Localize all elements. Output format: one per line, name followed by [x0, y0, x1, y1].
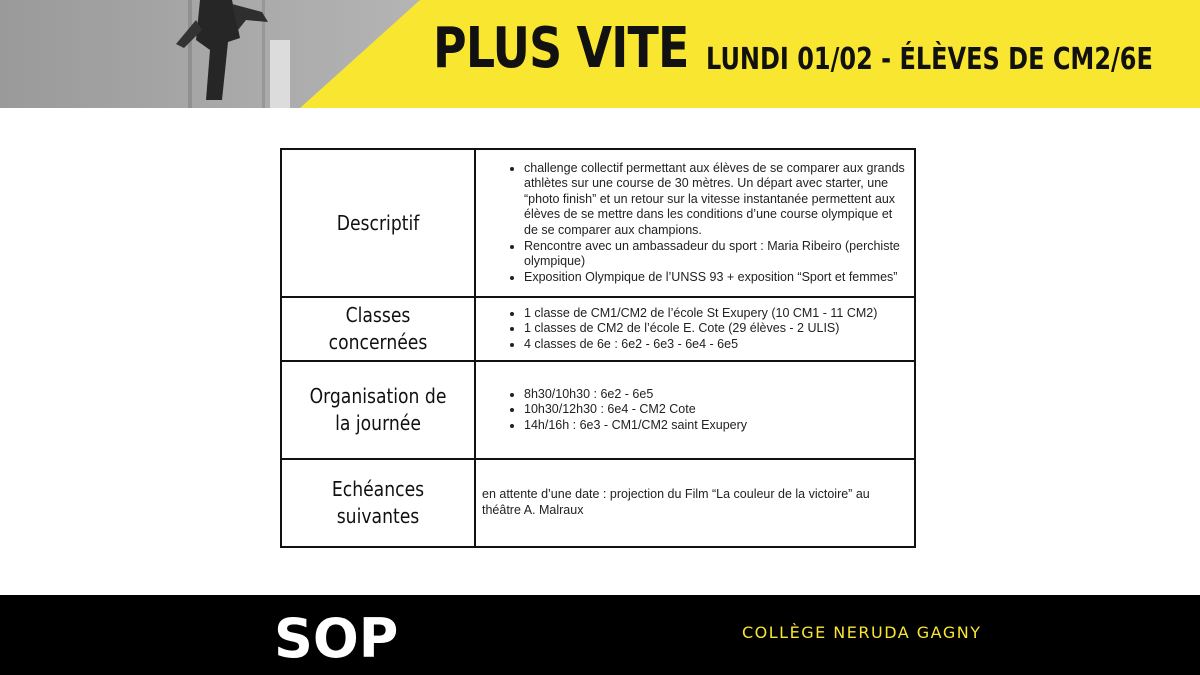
- list-item: • challenge collectif permettant aux élèves de se comparer aux grands athlètes sur une course de 30 mètres. Un départ avec starter, une “photo finish” et un retour sur la vitesse instantanée permettent aux élèves de se mettre dans les conditions d’une course olympique et de se comparer aux champions.: [524, 161, 906, 239]
- row-content-echeances: [475, 459, 915, 547]
- echeances-text: en attente d’une date : projection du Film “La couleur de la victoire” au théâtre A. Malraux: [482, 487, 870, 517]
- row-content-descriptif: [475, 149, 915, 297]
- runner-photo-figure: [0, 0, 430, 108]
- table-row: [281, 459, 915, 547]
- row-content-organisation: [475, 361, 915, 459]
- row-label-classes: Classes concernées: [281, 297, 475, 361]
- list-item: • Rencontre avec un ambassadeur du sport : Maria Ribeiro (perchiste olympique): [524, 239, 906, 270]
- list-item: • 8h30/10h30 : 6e2 - 6e5: [524, 387, 906, 403]
- list-item: • 1 classe de CM1/CM2 de l’école St Exupery (10 CM1 - 11 CM2): [524, 306, 906, 322]
- list-item: • 4 classes de 6e : 6e2 - 6e3 - 6e4 - 6e5: [524, 337, 906, 353]
- info-table: [280, 148, 916, 548]
- header-banner: [0, 0, 1200, 108]
- row-content-classes: [475, 297, 915, 361]
- list-item: • 10h30/12h30 : 6e4 - CM2 Cote: [524, 402, 906, 418]
- row-label-organisation: Organisation de la journée: [281, 361, 475, 459]
- table-row: [281, 149, 915, 297]
- footer-banner: [0, 595, 1200, 675]
- list-item: • 14h/16h : 6e3 - CM1/CM2 saint Exupery: [524, 418, 906, 434]
- list-item: • Exposition Olympique de l’UNSS 93 + exposition “Sport et femmes”: [524, 270, 906, 286]
- page-title: PLUS VITE: [433, 16, 689, 81]
- table-row: [281, 297, 915, 361]
- sop-logo-text: SOP: [274, 607, 399, 667]
- row-label-descriptif: Descriptif: [281, 149, 475, 297]
- table-row: [281, 361, 915, 459]
- list-item: • 1 classes de CM2 de l’école E. Cote (29 élèves - 2 ULIS): [524, 321, 906, 337]
- sop-logo: [274, 605, 422, 667]
- page-subtitle: LUNDI 01/02 - ÉLÈVES DE CM2/6E: [706, 42, 1153, 77]
- college-name: COLLÈGE NERUDA GAGNY: [742, 623, 982, 642]
- row-label-echeances: Echéances suivantes: [281, 459, 475, 547]
